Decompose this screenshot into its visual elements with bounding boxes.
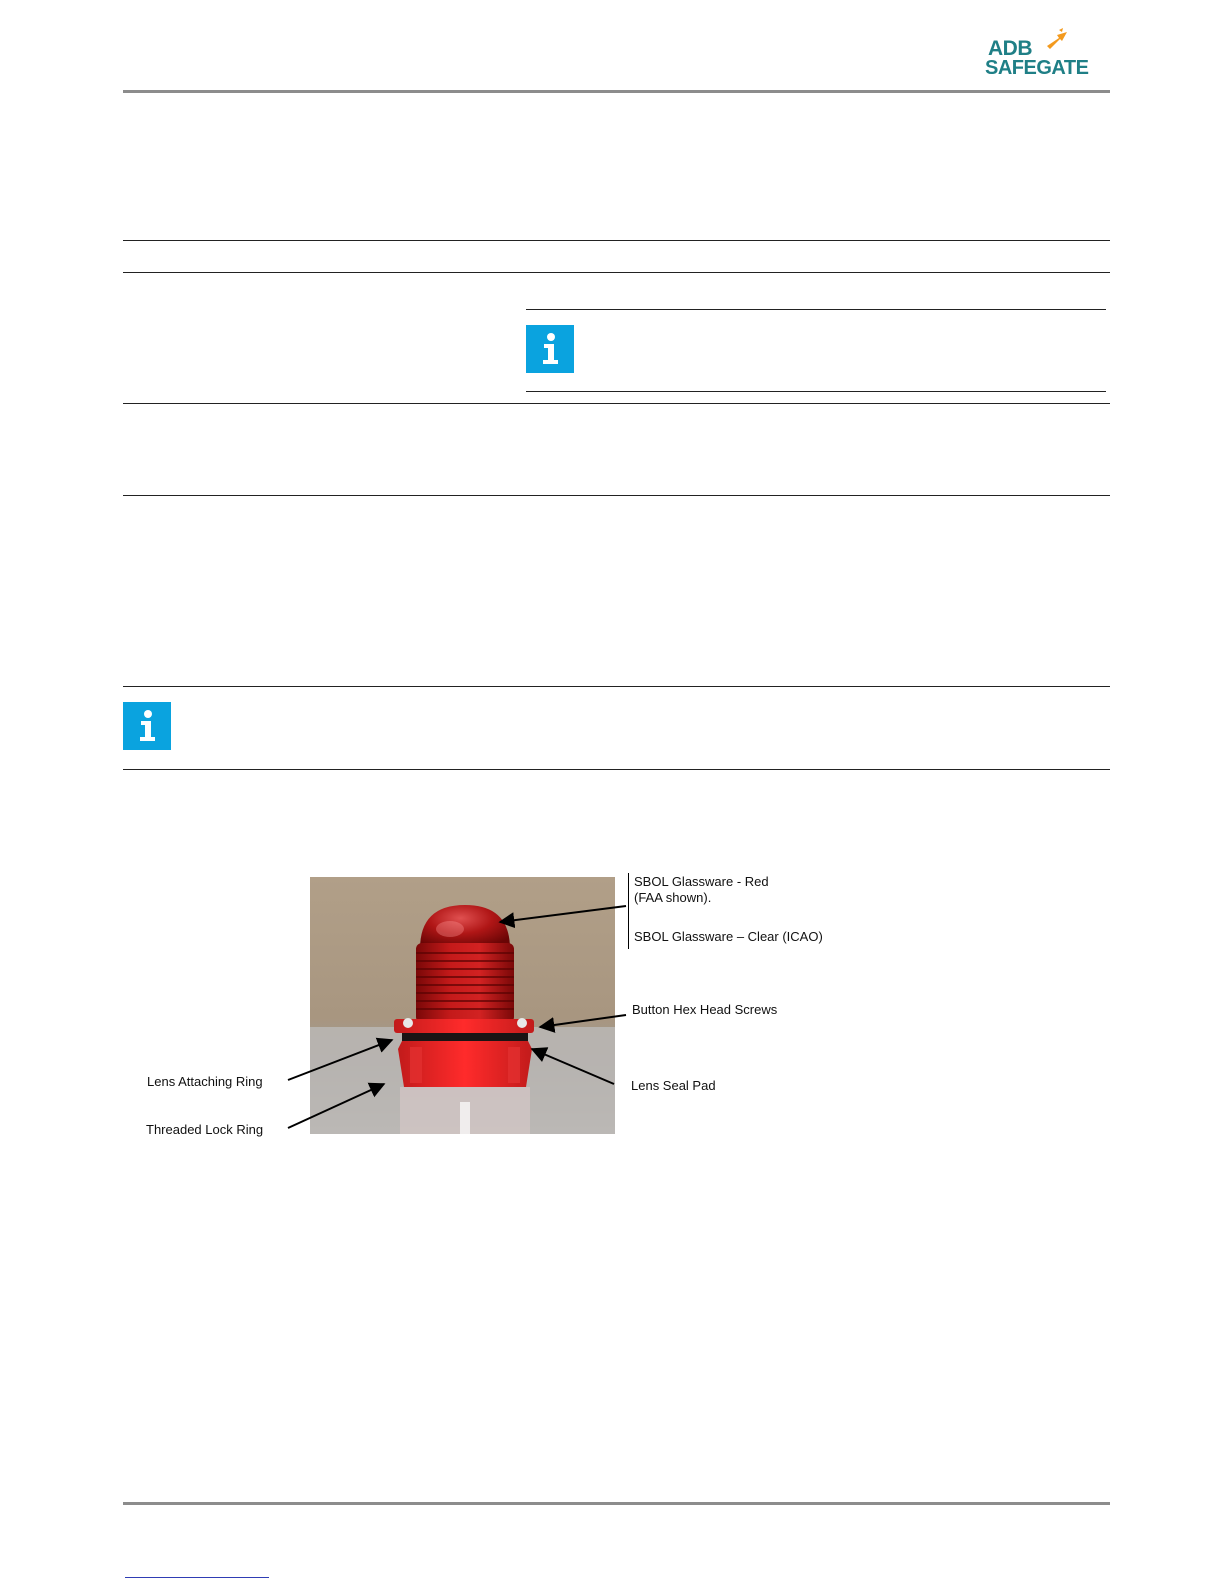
callout-glassware-red-line2: (FAA shown). [634, 890, 712, 905]
footer-link-underline[interactable] [125, 1577, 269, 1578]
company-logo [985, 28, 1120, 78]
cell-note-top-rule [526, 309, 1106, 310]
callout-seal-pad: Lens Seal Pad [631, 1078, 716, 1093]
table-bottom-rule [123, 495, 1110, 496]
logo-text-safegate: SAFEGATE [985, 57, 1089, 79]
info-icon [123, 702, 171, 750]
cell-note-bottom-rule [526, 391, 1106, 392]
callout-lock-ring: Threaded Lock Ring [146, 1122, 264, 1137]
footer-rule [123, 1502, 1110, 1505]
callout-glassware-red [634, 874, 769, 906]
table-header-rule [123, 272, 1110, 273]
logo-text-adb: ADB [988, 37, 1032, 60]
note-bottom-rule [123, 769, 1110, 770]
sbol-light-photo [310, 877, 615, 1134]
callout-hex-screws: Button Hex Head Screws [632, 1002, 778, 1017]
header-rule [123, 90, 1110, 93]
table-row-rule [123, 403, 1110, 404]
table-top-rule [123, 240, 1110, 241]
logo-arrows-icon [1045, 28, 1075, 50]
note-top-rule [123, 686, 1110, 687]
callout-bracket [628, 873, 629, 949]
info-icon [526, 325, 574, 373]
callout-glassware-clear: SBOL Glassware – Clear (ICAO) [634, 929, 823, 944]
callout-attaching-ring: Lens Attaching Ring [147, 1074, 263, 1089]
callout-glassware-red-line1: SBOL Glassware - Red [634, 874, 769, 889]
